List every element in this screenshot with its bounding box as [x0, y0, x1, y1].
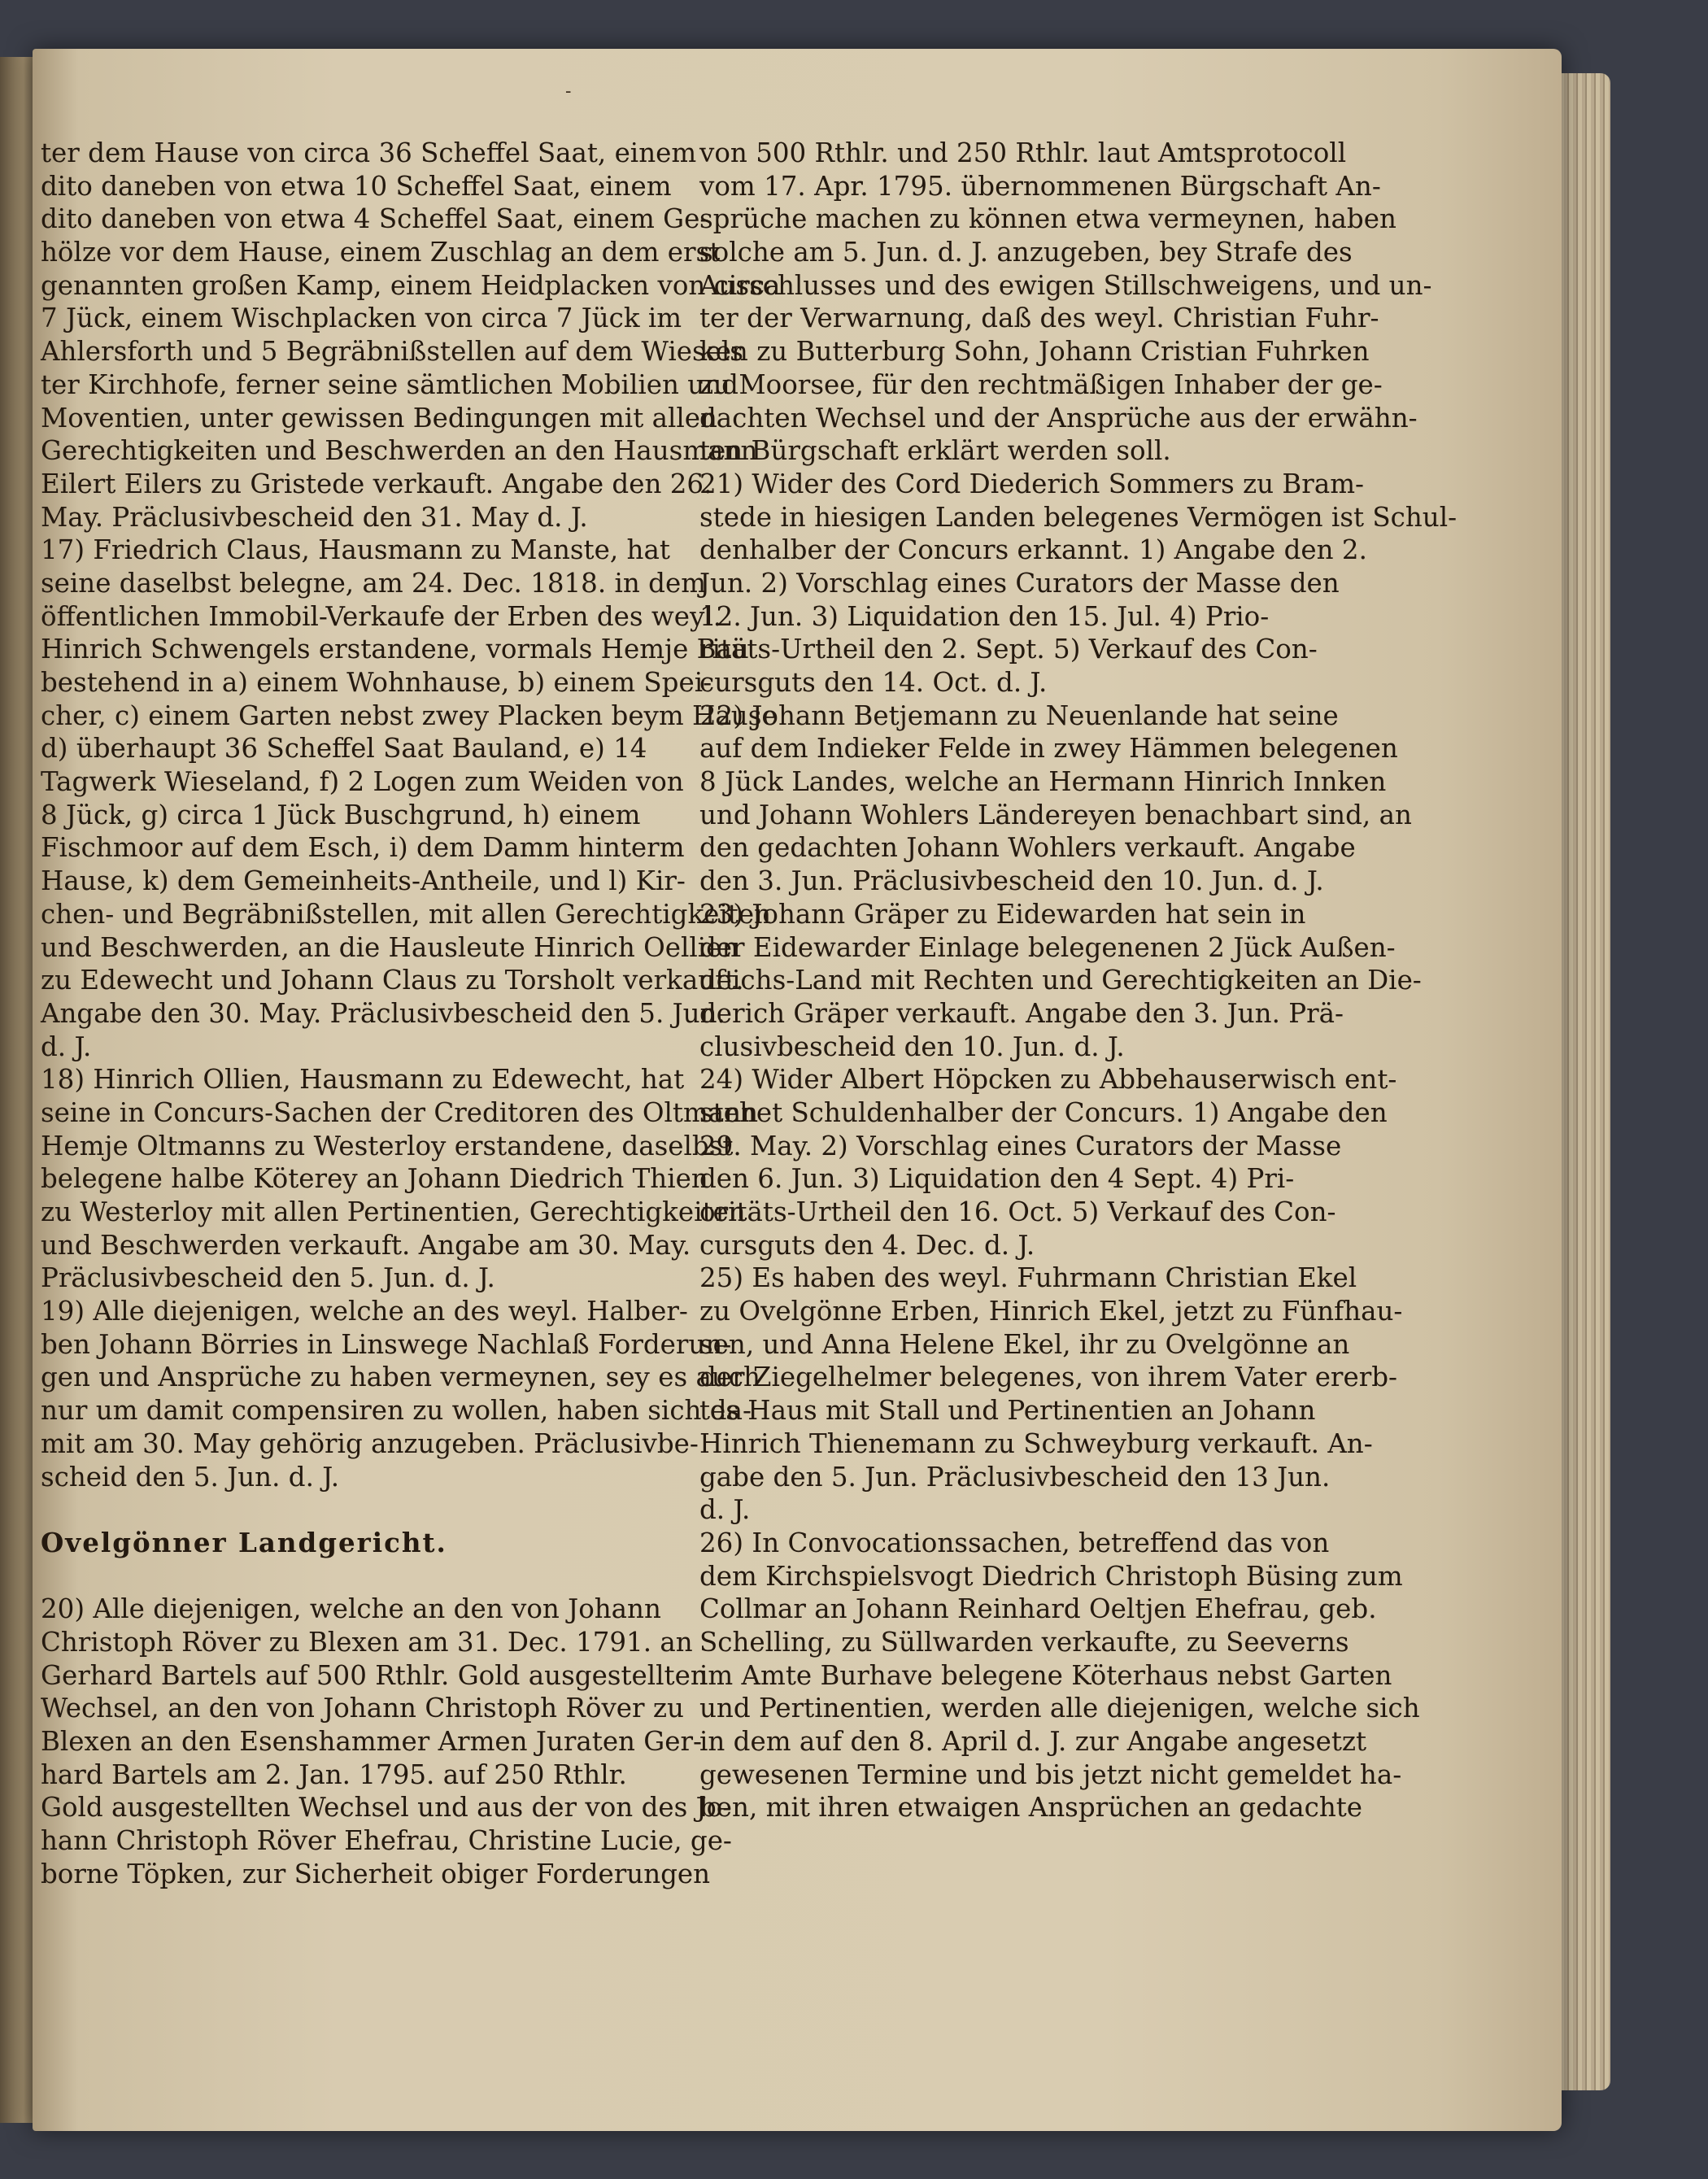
left-text-line: chen- und Begräbnißstellen, mit allen Gerechtigkeiten — [41, 898, 772, 930]
left-text-line: Ovelgönner Landgericht. — [41, 1526, 447, 1558]
book-page — [33, 49, 1562, 2131]
left-text-line: scheid den 5. Jun. d. J. — [41, 1461, 340, 1493]
right-text-column — [699, 137, 1457, 1824]
right-text-line: sprüche machen zu können etwa vermeynen, haben — [699, 203, 1396, 235]
right-text-line: deichs-Land mit Rechten und Gerechtigkeiten an Die- — [699, 965, 1422, 996]
right-text-line: 24) Wider Albert Höpcken zu Abbehauserwisch ent- — [699, 1064, 1397, 1096]
left-text-line: Tagwerk Wieseland, f) 2 Logen zum Weiden von — [41, 766, 684, 798]
left-text-line: Wechsel, an den von Johann Christoph Röver zu — [41, 1693, 684, 1724]
right-text-line: 8 Jück Landes, welche an Hermann Hinrich Innken — [699, 766, 1387, 798]
left-text-line: und Beschwerden verkauft. Angabe am 30. May. — [41, 1229, 691, 1261]
left-text-line: seine in Concurs-Sachen der Creditoren des Oltmann — [41, 1096, 759, 1128]
left-text-line: d) überhaupt 36 Scheffel Saat Bauland, e) 14 — [41, 733, 647, 765]
right-text-line: der Ziegelhelmer belegenes, von ihrem Vater ererb- — [699, 1362, 1398, 1393]
right-text-line: in dem auf den 8. April d. J. zur Angabe angesetzt — [699, 1726, 1367, 1757]
left-text-line: dito daneben von etwa 4 Scheffel Saat, einem Ge- — [41, 203, 709, 235]
right-text-line: ben, mit ihren etwaigen Ansprüchen an gedachte — [699, 1792, 1363, 1824]
left-text-line: Hinrich Schwengels erstandene, vormals Hemje Bau — [41, 634, 749, 665]
right-text-line: sen, und Anna Helene Ekel, ihr zu Ovelgönne an — [699, 1328, 1350, 1360]
left-text-line: gen und Ansprüche zu haben vermeynen, sey es auch — [41, 1362, 760, 1393]
left-text-line: 20) Alle diejenigen, welche an den von Johann — [41, 1593, 661, 1625]
right-text-line: derich Gräper verkauft. Angabe den 3. Jun. Prä- — [699, 997, 1344, 1029]
right-text-line: 12. Jun. 3) Liquidation den 15. Jul. 4) Prio- — [699, 600, 1270, 632]
left-text-line: 7 Jück, einem Wischplacken von circa 7 Jück im — [41, 303, 682, 334]
right-text-line: von 500 Rthlr. und 250 Rthlr. laut Amtsprotocoll — [699, 137, 1347, 168]
right-text-line: clusivbescheid den 10. Jun. d. J. — [699, 1031, 1125, 1062]
left-text-line: Eilert Eilers zu Gristede verkauft. Angabe den 26. — [41, 468, 712, 499]
right-text-line: der Eidewarder Einlage belegenenen 2 Jück Außen- — [699, 931, 1396, 963]
right-text-line: ten Bürgschaft erklärt werden soll. — [699, 435, 1171, 467]
left-text-line: seine daselbst belegne, am 24. Dec. 1818. in dem — [41, 567, 707, 599]
left-text-line: 8 Jück, g) circa 1 Jück Buschgrund, h) einem — [41, 799, 641, 830]
right-text-line: zu Moorsee, für den rechtmäßigen Inhaber der ge- — [699, 368, 1383, 400]
left-text-line: Präclusivbescheid den 5. Jun. d. J. — [41, 1262, 495, 1294]
right-text-line: Hinrich Thienemann zu Schweyburg verkauft. An- — [699, 1427, 1373, 1459]
left-text-line: Angabe den 30. May. Präclusivbescheid den 5. Jun. — [41, 997, 725, 1029]
right-text-line: solche am 5. Jun. d. J. anzugeben, bey Strafe des — [699, 237, 1353, 268]
left-text-line: Blexen an den Esenshammer Armen Juraten Ger- — [41, 1726, 703, 1757]
right-text-line: ter der Verwarnung, daß des weyl. Christian Fuhr- — [699, 303, 1379, 334]
left-text-line: 19) Alle diejenigen, welche an des weyl. Halber- — [41, 1296, 688, 1327]
right-text-line: 29. May. 2) Vorschlag eines Curators der Masse — [699, 1130, 1342, 1161]
right-text-line: tes Haus mit Stall und Pertinentien an Johann — [699, 1395, 1316, 1427]
right-text-line: den gedachten Johann Wohlers verkauft. Angabe — [699, 832, 1356, 864]
right-text-line: im Amte Burhave belegene Köterhaus nebst Garten — [699, 1659, 1392, 1691]
left-text-line: 18) Hinrich Ollien, Hausmann zu Edewecht, hat — [41, 1064, 685, 1096]
left-text-line: Gold ausgestellten Wechsel und aus der von des Jo- — [41, 1792, 732, 1824]
right-text-line: vom 17. Apr. 1795. übernommenen Bürgschaft An- — [699, 170, 1381, 202]
right-text-line: zu Ovelgönne Erben, Hinrich Ekel, jetzt zu Fünfhau- — [699, 1296, 1403, 1327]
right-text-line: ken zu Butterburg Sohn, Johann Cristian Fuhrken — [699, 336, 1370, 368]
right-text-line: cursguts den 4. Dec. d. J. — [699, 1229, 1035, 1261]
left-text-line: Gerhard Bartels auf 500 Rthlr. Gold ausgestellten — [41, 1659, 708, 1691]
left-text-line: bestehend in a) einem Wohnhause, b) einem Spei- — [41, 667, 712, 698]
right-text-line: cursguts den 14. Oct. d. J. — [699, 667, 1048, 698]
left-text-line: hann Christoph Röver Ehefrau, Christine Lucie, ge- — [41, 1825, 732, 1857]
left-text-line: zu Westerloy mit allen Pertinentien, Gerechtigkeiten — [41, 1196, 746, 1227]
left-text-line: genannten großen Kamp, einem Heidplacken von circa — [41, 269, 781, 301]
left-text-line: Ahlersforth und 5 Begräbnißstellen auf dem Wiesels — [41, 336, 743, 368]
left-text-column — [41, 137, 781, 1890]
right-text-line: gabe den 5. Jun. Präclusivbescheid den 13 Jun. — [699, 1461, 1331, 1493]
right-text-line: stehet Schuldenhalber der Concurs. 1) Angabe den — [699, 1096, 1388, 1128]
left-text-line: belegene halbe Köterey an Johann Diedrich Thien — [41, 1163, 708, 1195]
right-text-line: denhalber der Concurs erkannt. 1) Angabe den 2. — [699, 534, 1367, 566]
left-text-line: öffentlichen Immobil-Verkaufe der Erben des weyl. — [41, 600, 722, 632]
left-text-line: May. Präclusivbescheid den 31. May d. J. — [41, 501, 588, 533]
right-text-line: Ausschlusses und des ewigen Stillschweigens, und un- — [699, 269, 1432, 301]
right-text-line: 23) Johann Gräper zu Eidewarden hat sein in — [699, 898, 1306, 930]
right-text-line: oritäts-Urtheil den 16. Oct. 5) Verkauf des Con- — [699, 1196, 1336, 1227]
left-text-line: nur um damit compensiren zu wollen, haben sich da- — [41, 1395, 752, 1427]
left-text-line: mit am 30. May gehörig anzugeben. Präclusivbe- — [41, 1427, 699, 1459]
left-text-line: Hause, k) dem Gemeinheits-Antheile, und l) Kir- — [41, 865, 686, 897]
right-text-line: d. J. — [699, 1494, 751, 1526]
right-text-line: und Johann Wohlers Ländereyen benachbart sind, an — [699, 799, 1412, 830]
right-text-line: Schelling, zu Süllwarden verkaufte, zu Seeverns — [699, 1626, 1349, 1658]
page-mark: - — [565, 81, 572, 102]
left-text-line: hölze vor dem Hause, einem Zuschlag an dem erst — [41, 237, 721, 268]
left-text-line: ter Kirchhofe, ferner seine sämtlichen Mobilien und — [41, 368, 739, 400]
right-text-line: gewesenen Termine und bis jetzt nicht gemeldet ha- — [699, 1758, 1402, 1790]
left-text-line: ben Johann Börries in Linswege Nachlaß Forderun- — [41, 1328, 732, 1360]
right-text-line: dachten Wechsel und der Ansprüche aus der erwähn- — [699, 402, 1418, 434]
right-text-line: dem Kirchspielsvogt Diedrich Christoph Büsing zum — [699, 1560, 1403, 1592]
right-text-line: Collmar an Johann Reinhard Oeltjen Ehefrau, geb. — [699, 1593, 1377, 1625]
left-text-line — [41, 1560, 675, 1593]
left-text-line: borne Töpken, zur Sicherheit obiger Forderungen — [41, 1858, 711, 1889]
left-text-line: und Beschwerden, an die Hausleute Hinrich Oellien — [41, 931, 739, 963]
right-text-line: auf dem Indieker Felde in zwey Hämmen belegenen — [699, 733, 1398, 765]
left-text-line: Fischmoor auf dem Esch, i) dem Damm hinterm — [41, 832, 685, 864]
right-text-line: den 3. Jun. Präclusivbescheid den 10. Jun. d. J. — [699, 865, 1324, 897]
left-text-line: cher, c) einem Garten nebst zwey Placken beym Hause — [41, 699, 778, 731]
left-text-line: Christoph Röver zu Blexen am 31. Dec. 1791. an — [41, 1626, 693, 1658]
left-text-line: Gerechtigkeiten und Beschwerden an den Hausmann — [41, 435, 758, 467]
left-text-line: ter dem Hause von circa 36 Scheffel Saat, einem — [41, 137, 697, 168]
left-text-line: 17) Friedrich Claus, Hausmann zu Manste, hat — [41, 534, 670, 566]
left-text-line: hard Bartels am 2. Jan. 1795. auf 250 Rthlr. — [41, 1758, 627, 1790]
right-text-line: den 6. Jun. 3) Liquidation den 4 Sept. 4) Pri- — [699, 1163, 1295, 1195]
right-text-line: Jun. 2) Vorschlag eines Curators der Masse den — [699, 567, 1340, 599]
right-text-line: 25) Es haben des weyl. Fuhrmann Christian Ekel — [699, 1262, 1357, 1294]
right-text-line: 21) Wider des Cord Diederich Sommers zu Bram- — [699, 468, 1364, 499]
left-text-line: zu Edewecht und Johann Claus zu Torsholt verkauft. — [41, 965, 744, 996]
right-text-line: 26) In Convocationssachen, betreffend das von — [699, 1527, 1330, 1558]
left-text-line — [41, 1493, 675, 1527]
left-text-line: dito daneben von etwa 10 Scheffel Saat, einem — [41, 170, 672, 202]
left-text-line: Moventien, unter gewissen Bedingungen mit allen — [41, 402, 717, 434]
right-text-line: 22) Johann Betjemann zu Neuenlande hat seine — [699, 699, 1339, 731]
right-text-line: stede in hiesigen Landen belegenes Vermögen ist Schul- — [699, 501, 1457, 533]
left-text-line: Hemje Oltmanns zu Westerloy erstandene, daselbst — [41, 1130, 734, 1161]
left-text-line: d. J. — [41, 1031, 92, 1062]
right-text-line: ritäts-Urtheil den 2. Sept. 5) Verkauf des Con- — [699, 634, 1318, 665]
right-text-line: und Pertinentien, werden alle diejenigen, welche sich — [699, 1693, 1420, 1724]
